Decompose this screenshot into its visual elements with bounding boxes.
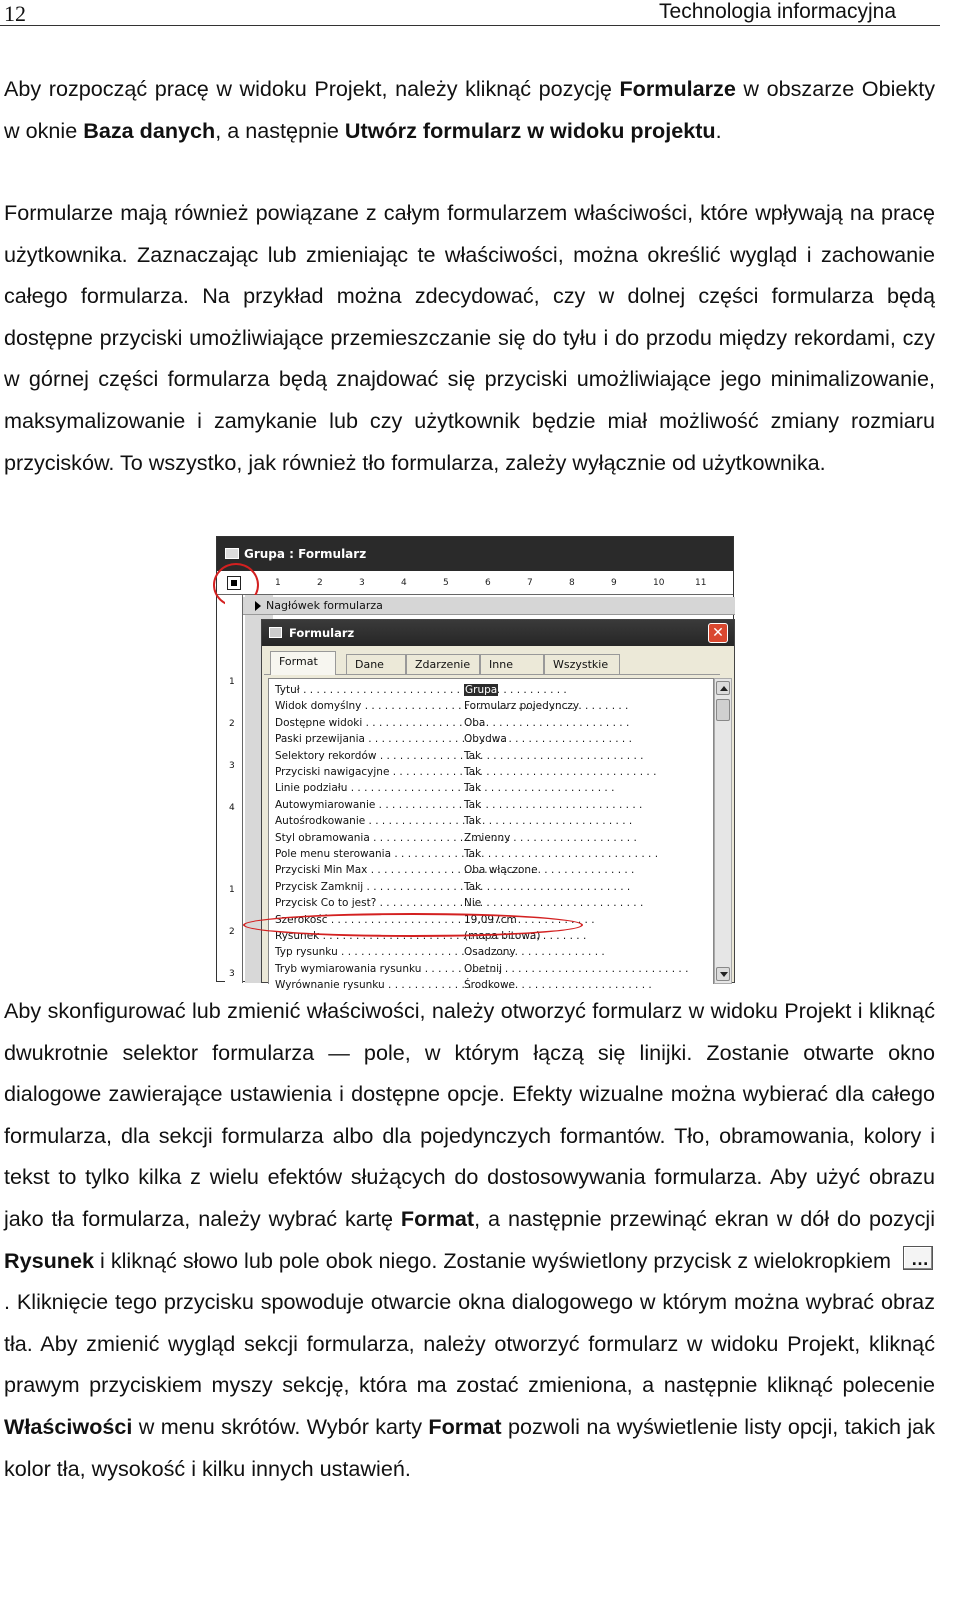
property-value[interactable]	[462, 797, 702, 813]
property-value[interactable]	[462, 813, 702, 829]
paragraph-configure	[4, 990, 935, 1489]
property-name: Autośrodkowanie . . .	[275, 813, 461, 829]
tab-inne[interactable]: Inne	[480, 654, 544, 674]
property-row[interactable]	[269, 830, 709, 846]
property-value-text: Tak	[464, 848, 482, 860]
ruler-label: 11	[695, 578, 707, 588]
property-value-text: Tak	[464, 782, 482, 795]
vertical-ruler	[225, 595, 243, 983]
page-header	[0, 0, 940, 26]
tab-strip	[264, 650, 732, 674]
property-row[interactable]	[269, 813, 709, 829]
section-arrow-icon	[255, 601, 261, 611]
property-row[interactable]	[269, 895, 709, 911]
property-value[interactable]	[462, 698, 702, 714]
property-name: Autowymiarowanie . . .	[275, 797, 461, 813]
scroll-thumb[interactable]	[716, 699, 730, 721]
text-run: , a następnie przewinąć ekran w dół do pozycji	[474, 1205, 935, 1231]
text-run: pozwoli na wyświetlenie listy opcji, takich jak kolor tła, wysokość i kilku innych ustawień.	[4, 1413, 935, 1481]
property-name: Typ rysunku . . .	[275, 944, 461, 960]
ruler-label: 8	[569, 578, 575, 588]
section-label: Nagłówek formularza	[266, 599, 383, 612]
property-name: Pole menu sterowania . . .	[275, 846, 461, 862]
property-name: Tryb wymiarowania rysunku . . .	[275, 961, 461, 977]
scroll-down-icon[interactable]	[716, 967, 730, 981]
property-name: Przyciski nawigacyjne . . .	[275, 764, 461, 780]
ruler-label: 5	[443, 578, 449, 588]
bold-term: Format	[428, 1413, 502, 1439]
bold-term: Rysunek	[4, 1247, 95, 1273]
property-value-text: Osadzony	[464, 946, 516, 959]
ellipsis-button-icon	[903, 1246, 933, 1270]
property-name: Dostępne widoki . . .	[275, 715, 461, 731]
property-name: Selektory rekordów . . .	[275, 748, 461, 764]
property-value-text: Tak	[464, 749, 482, 762]
form-design-screenshot	[216, 536, 734, 992]
property-value[interactable]	[462, 961, 702, 977]
property-row[interactable]	[269, 879, 709, 895]
text-run: w obszarze Obiekty w oknie	[4, 76, 935, 143]
ruler-label: 2	[317, 578, 323, 588]
ruler-label: 1	[275, 578, 281, 588]
ruler-label: 9	[611, 578, 617, 588]
property-value-text: Nie	[464, 897, 482, 910]
property-value[interactable]	[462, 764, 702, 780]
bold-term: Format	[400, 1205, 475, 1231]
property-value-text: Obetnij	[464, 962, 502, 975]
dialog-titlebar	[262, 620, 734, 646]
ruler-label: 3	[229, 969, 235, 979]
property-row[interactable]	[269, 715, 709, 731]
properties-icon	[269, 627, 282, 638]
ruler-label: 6	[485, 578, 491, 588]
text-run: .	[715, 117, 722, 143]
property-row[interactable]	[269, 944, 709, 960]
property-row[interactable]	[269, 780, 709, 796]
property-row[interactable]	[269, 846, 709, 862]
window-title: Grupa : Formularz	[244, 547, 367, 561]
property-name: Wyrównanie rysunku . . .	[275, 977, 461, 993]
property-name: Paski przewijania . . .	[275, 731, 461, 747]
property-value-text: Grupa	[465, 684, 498, 696]
property-value[interactable]	[462, 780, 702, 796]
horizontal-ruler	[217, 573, 733, 595]
ruler-label: 3	[229, 761, 235, 771]
property-value-text: Tak	[464, 815, 482, 828]
property-value-text: Tak	[464, 798, 482, 811]
property-value[interactable]	[462, 748, 702, 764]
property-value-text: Oba	[464, 716, 486, 729]
property-value[interactable]	[462, 895, 702, 911]
ruler-label: 4	[229, 803, 235, 813]
tab-zdarzenie[interactable]: Zdarzenie	[406, 654, 480, 674]
property-value[interactable]	[462, 846, 702, 862]
property-value-text: Tak	[464, 766, 482, 778]
ruler-label: 3	[359, 578, 365, 588]
tab-dane[interactable]: Dane	[346, 654, 406, 674]
form-icon	[225, 548, 239, 559]
running-title: Technologia informacyjna	[659, 0, 896, 23]
dialog-title: Formularz	[289, 626, 355, 640]
property-grid	[268, 678, 714, 992]
property-row[interactable]	[269, 797, 709, 813]
close-button[interactable]: ✕	[708, 623, 728, 643]
vertical-scrollbar[interactable]	[714, 678, 732, 984]
property-value-text: Formularz pojedynczy	[464, 700, 580, 713]
property-value-text: Oba włączone	[464, 864, 538, 877]
property-name: Widok domyślny . . .	[275, 698, 461, 714]
property-value[interactable]	[462, 944, 702, 960]
ruler-label: 1	[229, 885, 235, 895]
property-name: Tytuł . . .	[275, 682, 461, 698]
property-row[interactable]	[269, 698, 709, 714]
tab-wszystkie[interactable]: Wszystkie	[544, 654, 620, 674]
property-row[interactable]	[269, 764, 709, 780]
paragraph-intro	[4, 68, 935, 151]
text-run: . Kliknięcie tego przycisku spowoduje otwarcie okna dialogowego w którym można wybrać obraz tła. Aby zmienić wygląd sekcji formularza, należy otworzyć formularz w widoku Projekt, kliknąć prawym przyciskiem myszy sekcję, która ma zostać zmieniona, a następnie kliknąć polecenie	[4, 1289, 935, 1398]
section-header-bar[interactable]	[243, 597, 735, 615]
property-value[interactable]	[462, 682, 702, 698]
property-value[interactable]	[462, 731, 702, 747]
property-value[interactable]	[462, 715, 702, 731]
text-run: , a następnie	[215, 117, 345, 143]
property-value[interactable]	[462, 879, 702, 895]
property-name: Styl obramowania . . .	[275, 830, 461, 846]
ruler-label: 10	[653, 578, 665, 588]
property-value-text: (mapa bitowa)	[464, 930, 541, 942]
highlight-ellipse	[243, 913, 583, 937]
property-row[interactable]	[269, 961, 709, 977]
property-name: Przyciski Min Max . . .	[275, 862, 461, 878]
property-row[interactable]	[269, 862, 709, 878]
property-name: Rysunek . . .	[275, 928, 461, 944]
property-name: Przycisk Co to jest? . . .	[275, 895, 461, 911]
property-name: Linie podziału . . .	[275, 780, 461, 796]
paragraph-properties: Formularze mają również powiązane z całym formularzem właściwości, które wpływają na pracę użytkownika. Zaznaczając lub zmieniając te właściwości, można określić wygląd i zachowanie całego formularza. Na przykład można zdecydować, czy w dolnej części formularza będą dostępne przyciski umożliwiające przemieszczanie się do tyłu i do przodu między rekordami, czy w górnej części formularza będą znajdować się przyciski umożliwiające jego minimalizowanie, maksymalizowanie i zamykanie lub czy użytkownik będzie miał możliwość zmiany rozmiaru przycisków. To wszystko, jak również tło formularza, zależy wyłącznie od użytkownika.	[4, 200, 935, 475]
text-run: Aby skonfigurować lub zmienić właściwości, należy otworzyć formularz w widoku Projekt i kliknąć dwukrotnie selektor formularza — pole, w którym łączą się linijki. Zostanie otwarte okno dialogowe zawierające ustawienia i dostępne opcje. Efekty wizualne można wybierać dla całego formularza, dla sekcji formularza albo dla pojedynczych formantów. Tło, obramowania, kolory i tekst to tylko kilka z wielu efektów służących do dostosowywania formularza. Aby użyć obrazu jako tła formularza, należy wybrać kartę	[4, 998, 935, 1231]
ruler-label: 2	[229, 927, 235, 937]
property-value-text: 19,097cm	[464, 913, 517, 926]
text-run: Aby rozpocząć pracę w widoku Projekt, należy kliknąć pozycję	[4, 76, 620, 101]
property-value-text: Tak	[464, 880, 482, 893]
property-value[interactable]	[462, 862, 702, 878]
property-row[interactable]	[269, 682, 709, 698]
text-run: i kliknąć słowo lub pole obok niego. Zostanie wyświetlony przycisk z wielokropkiem	[94, 1247, 891, 1273]
bold-term: Baza danych	[83, 117, 216, 143]
ruler-label: 7	[527, 578, 533, 588]
page-number: 12	[4, 1, 26, 26]
bold-term: Utwórz formularz w widoku projektu	[344, 117, 716, 143]
ruler-label: 4	[401, 578, 407, 588]
property-value[interactable]	[462, 830, 702, 846]
scroll-up-icon[interactable]	[716, 681, 730, 695]
bold-term: Formularze	[619, 76, 736, 101]
bold-term: Właściwości	[4, 1413, 133, 1439]
property-name: Szerokość . . .	[275, 912, 461, 928]
property-value-text: Zmienny	[464, 831, 511, 844]
property-row[interactable]	[269, 748, 709, 764]
property-value-text: Obydwa	[464, 733, 507, 746]
ruler-label: 1	[229, 677, 235, 687]
tab-format[interactable]: Format	[270, 651, 336, 675]
text-run: w menu skrótów. Wybór karty	[132, 1413, 429, 1439]
property-value-text: Środkowe	[464, 979, 516, 992]
ruler-label: 2	[229, 719, 235, 729]
property-name: Przycisk Zamknij . . .	[275, 879, 461, 895]
property-row[interactable]	[269, 731, 709, 747]
window-titlebar	[217, 537, 733, 571]
